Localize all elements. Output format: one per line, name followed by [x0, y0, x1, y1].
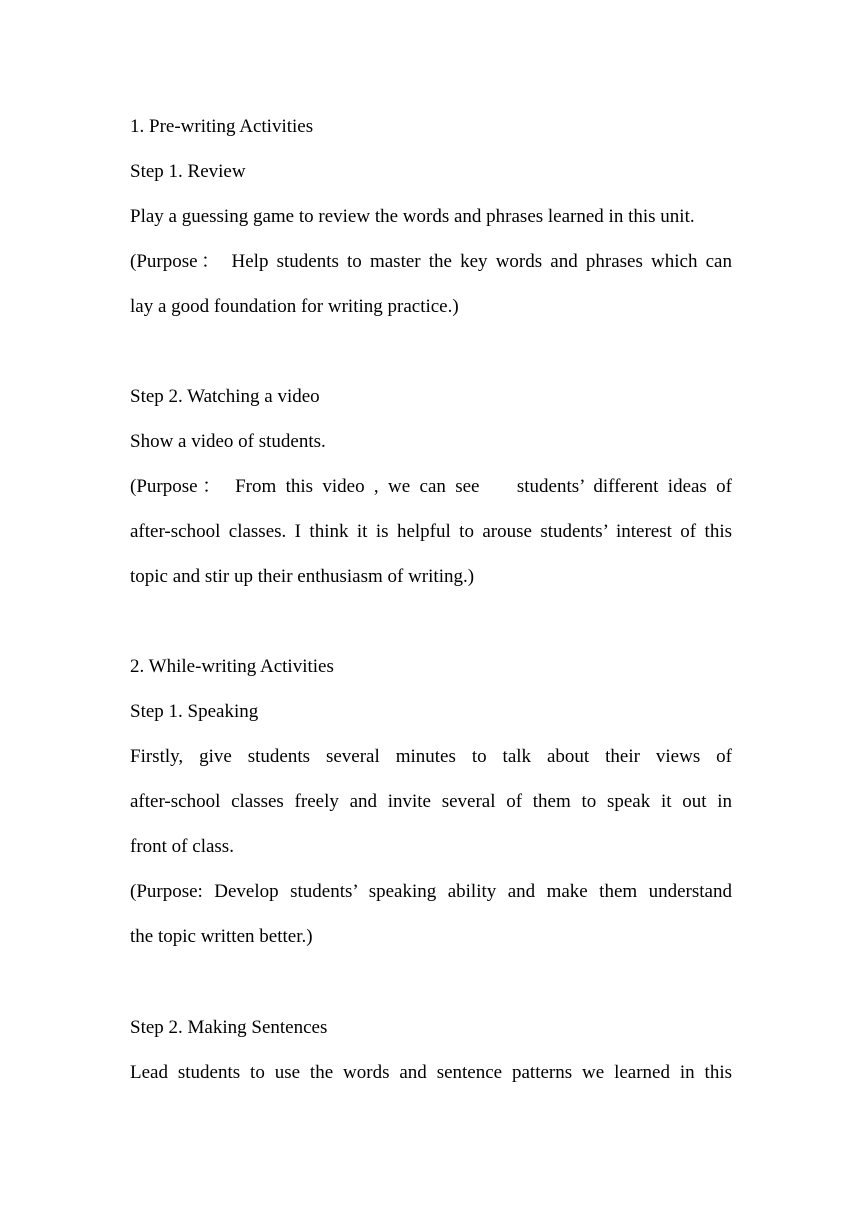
paragraph-line: Show a video of students. — [130, 431, 326, 452]
paragraph-line: topic and stir up their enthusiasm of writing.) — [130, 566, 475, 587]
section-heading-while-writing: 2. While-writing Activities — [130, 656, 334, 677]
paragraph-line: Lead students to use the words and sentence patterns we learned in this — [130, 1062, 732, 1083]
paragraph-line: lay a good foundation for writing practice.) — [130, 296, 459, 317]
paragraph-line: Play a guessing game to review the words and phrases learned in this unit. — [130, 206, 695, 227]
step-title-review: Step 1. Review — [130, 161, 246, 182]
paragraph-line: (Purpose: Develop students’ speaking ability and make them understand — [130, 881, 732, 902]
paragraph-line: front of class. — [130, 836, 234, 857]
paragraph-line: Firstly, give students several minutes to talk about their views of — [130, 746, 732, 767]
step-title-watching-video: Step 2. Watching a video — [130, 386, 320, 407]
paragraph-line: after-school classes freely and invite several of them to speak it out in — [130, 791, 732, 812]
step-title-speaking: Step 1. Speaking — [130, 701, 259, 722]
paragraph-line: after-school classes. I think it is helpful to arouse students’ interest of this — [130, 521, 732, 542]
paragraph-line: (Purpose： From this video , we can see students’ different ideas of — [130, 476, 732, 497]
paragraph-line: the topic written better.) — [130, 926, 313, 947]
paragraph-line: (Purpose： Help students to master the key words and phrases which can — [130, 251, 732, 272]
step-title-making-sentences: Step 2. Making Sentences — [130, 1017, 328, 1038]
section-heading-pre-writing: 1. Pre-writing Activities — [130, 116, 314, 137]
